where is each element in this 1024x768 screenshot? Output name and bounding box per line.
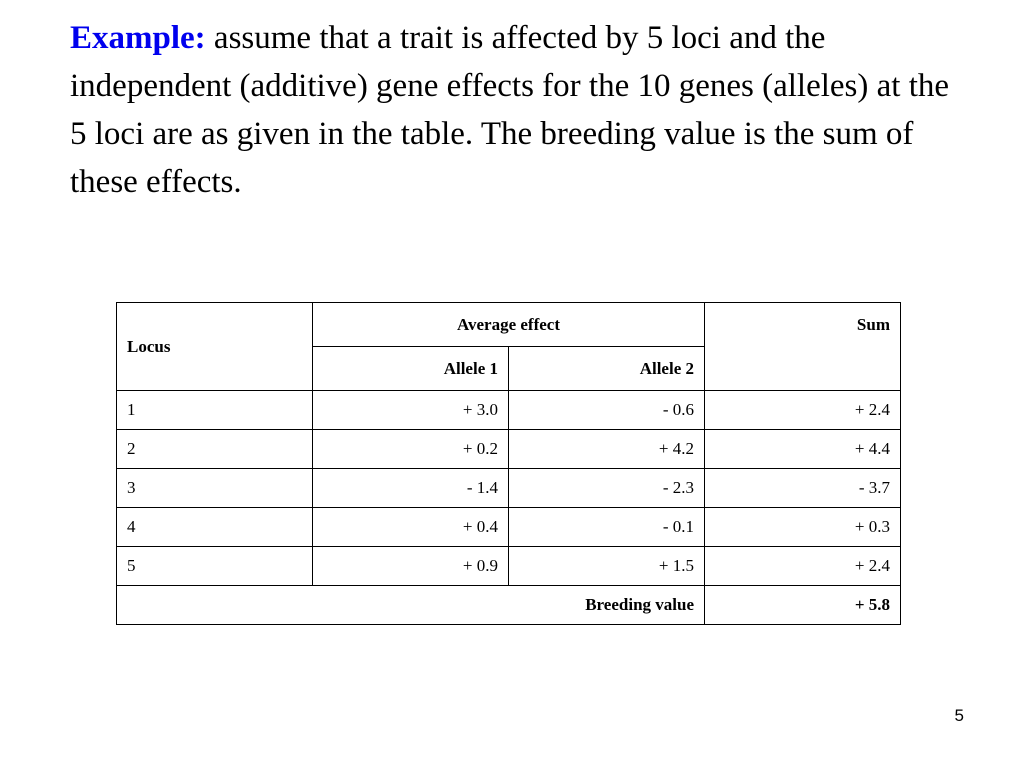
breeding-value-row	[117, 586, 901, 625]
cell-sum: - 3.7	[705, 469, 901, 508]
cell-allele-1: + 0.4	[313, 508, 509, 547]
breeding-value: + 5.8	[705, 586, 901, 625]
cell-locus: 3	[117, 469, 313, 508]
intro-text: assume that a trait is affected by 5 loci and the independent (additive) gene effects for the 10 genes (alleles) at the 5 loci are as given in the table. The breeding value is the sum of these effects.	[70, 20, 950, 200]
cell-locus: 2	[117, 430, 313, 469]
table-row	[117, 547, 901, 586]
cell-locus: 5	[117, 547, 313, 586]
cell-sum: + 4.4	[705, 430, 901, 469]
cell-allele-2: + 4.2	[509, 430, 705, 469]
example-label: Example:	[70, 20, 206, 56]
cell-locus: 1	[117, 391, 313, 430]
cell-allele-1: - 1.4	[313, 469, 509, 508]
page-number: 5	[954, 706, 964, 725]
gene-effects-table	[116, 302, 901, 625]
breeding-value-label: Breeding value	[117, 586, 705, 625]
table-row	[117, 430, 901, 469]
cell-sum: + 2.4	[705, 391, 901, 430]
cell-allele-2: - 0.6	[509, 391, 705, 430]
header-allele-1: Allele 1	[313, 347, 509, 391]
header-locus: Locus	[117, 303, 313, 391]
cell-allele-1: + 0.2	[313, 430, 509, 469]
header-average-effect: Average effect	[313, 303, 705, 347]
cell-allele-1: + 3.0	[313, 391, 509, 430]
cell-allele-2: - 0.1	[509, 508, 705, 547]
cell-locus: 4	[117, 508, 313, 547]
table-row	[117, 508, 901, 547]
cell-sum: + 0.3	[705, 508, 901, 547]
table-row	[117, 469, 901, 508]
header-allele-2: Allele 2	[509, 347, 705, 391]
cell-sum: + 2.4	[705, 547, 901, 586]
cell-allele-1: + 0.9	[313, 547, 509, 586]
header-sum: Sum	[705, 303, 901, 391]
table-header-row	[117, 303, 901, 347]
table-row	[117, 391, 901, 430]
cell-allele-2: + 1.5	[509, 547, 705, 586]
intro-paragraph	[70, 14, 970, 206]
cell-allele-2: - 2.3	[509, 469, 705, 508]
